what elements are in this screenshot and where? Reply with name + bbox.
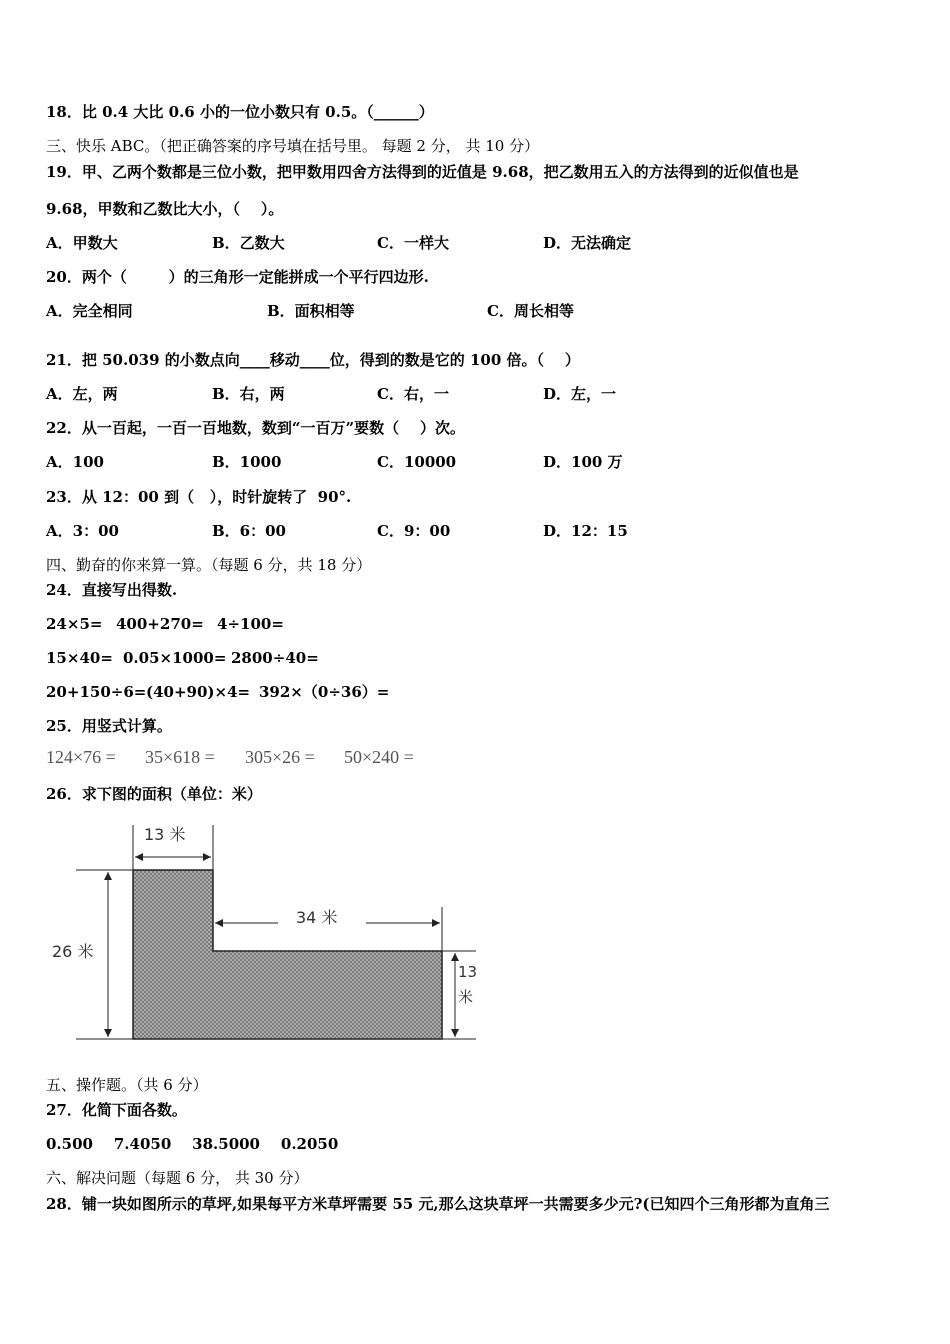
question-21: 21．把 50.039 的小数点向____移动____位，得到的数是它的 100 倍。（ ） bbox=[46, 351, 580, 369]
q23-option-c: C．9：00 bbox=[377, 522, 451, 540]
q19-option-d: D．无法确定 bbox=[543, 234, 632, 252]
label-right-13: 13 bbox=[458, 963, 478, 981]
label-right-unit: 米 bbox=[458, 988, 474, 1006]
question-19-line2: 9.68，甲数和乙数比大小，（ ）。 bbox=[46, 200, 284, 218]
l-shape-figure bbox=[46, 815, 486, 1050]
calc-item: 400+270= bbox=[116, 615, 204, 633]
calc-item: 0.05×1000= bbox=[123, 649, 227, 667]
section-4-heading: 四、勤奋的你来算一算。（每题 6 分，共 18 分） bbox=[46, 556, 372, 574]
question-27-numbers: 0.500 7.4050 38.5000 0.2050 bbox=[46, 1135, 339, 1153]
vertical-calc-item: 124×76 = bbox=[46, 747, 116, 767]
q20-option-a: A．完全相同 bbox=[46, 302, 133, 320]
section-5-heading: 五、操作题。（共 6 分） bbox=[46, 1076, 208, 1094]
q22-option-c: C．10000 bbox=[377, 453, 457, 471]
calc-item: (40+90)×4= bbox=[146, 683, 251, 701]
section-3-heading: 三、快乐 ABC。（把正确答案的序号填在括号里。 每题 2 分， 共 10 分） bbox=[46, 137, 540, 155]
question-28: 28．铺一块如图所示的草坪,如果每平方米草坪需要 55 元,那么这块草坪一共需要多少元?(已知四个三角形都为直角三 bbox=[46, 1195, 830, 1213]
l-shape bbox=[133, 870, 442, 1039]
q19-option-b: B．乙数大 bbox=[212, 234, 285, 252]
q20-option-b: B．面积相等 bbox=[267, 302, 355, 320]
question-20: 20．两个（ ）的三角形一定能拼成一个平行四边形. bbox=[46, 268, 429, 286]
question-23: 23．从 12：00 到（ ），时针旋转了 90°. bbox=[46, 488, 352, 506]
calc-item: 2800÷40= bbox=[231, 649, 319, 667]
question-18: 18．比 0.4 大比 0.6 小的一位小数只有 0.5。（______） bbox=[46, 103, 434, 121]
vertical-calc-item: 305×26 = bbox=[245, 747, 315, 767]
question-24-title: 24．直接写出得数. bbox=[46, 581, 178, 599]
q23-option-b: B．6：00 bbox=[212, 522, 286, 540]
q22-option-b: B．1000 bbox=[212, 453, 282, 471]
vertical-calc-item: 50×240 = bbox=[344, 747, 414, 767]
label-left-26m: 26 米 bbox=[52, 942, 94, 961]
question-19-line1: 19．甲、乙两个数都是三位小数，把甲数用四舍方法得到的近值是 9.68，把乙数用五入的方法得到的近似值也是 bbox=[46, 163, 799, 181]
label-top-13m: 13 米 bbox=[144, 825, 186, 844]
vertical-calc-item: 35×618 = bbox=[145, 747, 215, 767]
q21-option-a: A．左，两 bbox=[46, 385, 118, 403]
question-26-title: 26．求下图的面积（单位：米） bbox=[46, 785, 262, 803]
q22-option-d: D．100 万 bbox=[543, 453, 623, 471]
question-27-title: 27．化简下面各数。 bbox=[46, 1101, 187, 1119]
q23-option-d: D．12：15 bbox=[543, 522, 628, 540]
calc-item: 15×40= bbox=[46, 649, 113, 667]
question-22: 22．从一百起，一百一百地数，数到“一百万”要数（ ）次。 bbox=[46, 419, 466, 437]
q21-option-c: C．右，一 bbox=[377, 385, 449, 403]
calc-item: 392×（0÷36）= bbox=[259, 683, 390, 701]
calc-item: 24×5= bbox=[46, 615, 103, 633]
q19-option-c: C．一样大 bbox=[377, 234, 449, 252]
q20-option-c: C．周长相等 bbox=[487, 302, 574, 320]
q21-option-d: D．左，一 bbox=[543, 385, 617, 403]
q22-option-a: A．100 bbox=[46, 453, 104, 471]
calc-item: 4÷100= bbox=[217, 615, 284, 633]
q19-option-a: A．甲数大 bbox=[46, 234, 118, 252]
label-middle-34m: 34 米 bbox=[296, 908, 338, 927]
section-6-heading: 六、解决问题（每题 6 分， 共 30 分） bbox=[46, 1169, 309, 1187]
q23-option-a: A．3：00 bbox=[46, 522, 119, 540]
calc-item: 20+150÷6= bbox=[46, 683, 147, 701]
q21-option-b: B．右，两 bbox=[212, 385, 285, 403]
question-25-title: 25．用竖式计算。 bbox=[46, 717, 172, 735]
